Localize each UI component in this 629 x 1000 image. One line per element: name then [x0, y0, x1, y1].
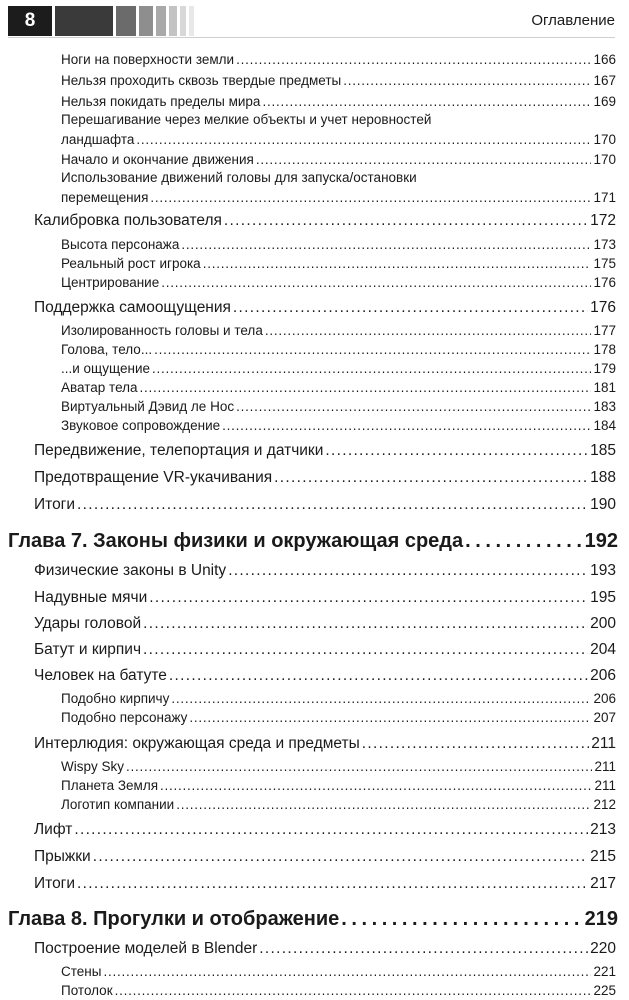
toc-subsection	[61, 759, 616, 774]
dot-leader	[236, 399, 591, 414]
dot-leader	[171, 691, 591, 706]
toc-page-number: 192	[584, 530, 618, 552]
toc-subsection	[61, 190, 616, 205]
toc-page-number: 183	[593, 399, 616, 414]
toc-subsection	[61, 964, 616, 979]
dot-leader	[362, 735, 590, 753]
toc-chapter	[8, 908, 618, 931]
toc-entry-title: Звуковое сопровождение	[61, 418, 221, 433]
toc-entry-title: Нельзя проходить сквозь твердые предметы	[61, 73, 342, 88]
toc-page-number: 188	[590, 469, 616, 486]
toc-page-number: 193	[590, 562, 616, 579]
toc-page-number: 184	[593, 418, 616, 433]
dot-leader	[236, 52, 591, 67]
toc-subsection	[61, 797, 616, 812]
dot-leader	[233, 299, 588, 317]
dot-leader	[274, 469, 588, 487]
toc-page-number: 171	[593, 190, 616, 205]
dot-leader	[189, 710, 591, 725]
toc-entry-title: Высота персонажа	[61, 237, 180, 252]
toc-page-number: 211	[594, 759, 616, 774]
toc-page-number: 170	[593, 132, 616, 147]
dot-leader	[143, 615, 588, 633]
toc-entry-title: Изолированность головы и тела	[61, 323, 263, 338]
toc-entry-title: Батут и кирпич	[34, 641, 142, 658]
toc-page-number: 213	[590, 821, 616, 838]
dot-leader	[126, 759, 592, 774]
toc-section	[34, 442, 616, 460]
toc-entry-title: Глава 7. Законы физики и окружающая среда	[8, 530, 464, 552]
dot-leader	[152, 361, 591, 376]
header-bar-2	[116, 6, 136, 36]
header-bar-4	[156, 6, 166, 36]
toc-section	[34, 212, 616, 230]
toc-page-number: 170	[593, 152, 616, 167]
toc-page-number: 181	[593, 380, 616, 395]
page-number: 8	[8, 6, 52, 36]
header-bar-3	[139, 6, 153, 36]
toc-section	[34, 875, 616, 893]
toc-page-number: 176	[593, 275, 616, 290]
toc-section	[34, 667, 616, 685]
toc-entry-title: Виртуальный Дэвид ле Нос	[61, 399, 235, 414]
toc-subsection	[61, 342, 616, 357]
toc-entry-title: Подобно кирпичу	[61, 691, 170, 706]
dot-leader	[256, 152, 592, 167]
dot-leader	[74, 821, 588, 839]
toc-page-number: 206	[593, 691, 616, 706]
toc-entry-title: ...и ощущение	[61, 361, 151, 376]
toc-page-number: 195	[590, 589, 616, 606]
toc-subsection	[61, 399, 616, 414]
toc-subsection	[61, 418, 616, 433]
toc-entry-title: Передвижение, телепортация и датчики	[34, 442, 324, 459]
toc-subsection	[61, 691, 616, 706]
dot-leader	[77, 496, 588, 514]
toc-section	[34, 299, 616, 317]
toc-subsection	[61, 361, 616, 376]
toc-entry-title: перемещения	[61, 190, 149, 205]
header-title: Оглавление	[531, 12, 615, 29]
toc-subsection	[61, 132, 616, 147]
toc-entry-title: Построение моделей в Blender	[34, 940, 258, 957]
dot-leader	[224, 212, 588, 230]
toc-page-number: 169	[593, 94, 616, 109]
dot-leader	[154, 342, 591, 357]
toc-entry-title: Подобно персонажу	[61, 710, 188, 725]
toc-page-number: 215	[590, 848, 616, 865]
toc-page-number: 217	[590, 875, 616, 892]
toc-page-number: 219	[584, 908, 618, 930]
toc-page-number: 172	[590, 212, 616, 229]
toc-page-number: 211	[594, 778, 616, 793]
header-bar-7	[189, 6, 194, 36]
toc-page-number: 173	[593, 237, 616, 252]
toc-entry-title: Лифт	[34, 821, 73, 838]
dot-leader	[343, 73, 591, 88]
dot-leader	[169, 667, 588, 685]
dot-leader	[160, 778, 592, 793]
toc-subsection	[61, 237, 616, 252]
toc-entry-title: Интерлюдия: окружающая среда и предметы	[34, 735, 360, 752]
toc-subsection	[61, 323, 616, 338]
toc-section	[34, 615, 616, 633]
toc-page-number: 176	[590, 299, 616, 316]
toc-page-number: 206	[590, 667, 616, 684]
toc-chapter	[8, 530, 618, 553]
toc-page-number: 212	[593, 797, 616, 812]
header-rule	[8, 37, 615, 38]
toc-section	[34, 641, 616, 659]
toc-page-number: 167	[593, 73, 616, 88]
toc-entry-title: Прыжки	[34, 848, 91, 865]
header-bar-5	[169, 6, 177, 36]
toc-entry-line: Перешагивание через мелкие объекты и учет неровностей	[61, 112, 432, 127]
toc-section	[34, 735, 616, 753]
dot-leader	[161, 275, 591, 290]
toc-page-number: 221	[593, 964, 616, 979]
dot-leader	[149, 589, 588, 607]
toc-entry-title: Итоги	[34, 875, 75, 892]
toc-page-number: 185	[590, 442, 616, 459]
toc-subsection	[61, 152, 616, 167]
toc-page-number: 166	[593, 52, 616, 67]
toc-subsection	[61, 52, 616, 67]
dot-leader	[93, 848, 588, 866]
toc-entry-title: Итоги	[34, 496, 75, 513]
toc-subsection	[61, 94, 616, 109]
toc-section	[34, 589, 616, 607]
header-bar-6	[180, 6, 186, 36]
toc-section	[34, 821, 616, 839]
dot-leader	[325, 442, 588, 460]
dot-leader	[77, 875, 588, 893]
dot-leader	[341, 908, 582, 931]
header-bar-1	[55, 6, 113, 36]
toc-entry-title: Wispy Sky	[61, 759, 125, 774]
toc-entry-title: Удары головой	[34, 615, 142, 632]
toc-entry-title: Нельзя покидать пределы мира	[61, 94, 261, 109]
toc-page-number: 175	[593, 256, 616, 271]
toc-entry-title: Предотвращение VR-укачивания	[34, 469, 273, 486]
dot-leader	[203, 256, 592, 271]
dot-leader	[259, 940, 588, 958]
toc-entry-line: Использование движений головы для запуска/остановки	[61, 170, 417, 185]
toc-page-number: 204	[590, 641, 616, 658]
dot-leader	[265, 323, 592, 338]
toc-subsection	[61, 710, 616, 725]
dot-leader	[262, 94, 591, 109]
toc-entry-title: Логотип компании	[61, 797, 175, 812]
toc-subsection	[61, 73, 616, 88]
dot-leader	[176, 797, 591, 812]
toc-section	[34, 940, 616, 958]
dot-leader	[465, 530, 583, 553]
dot-leader	[115, 983, 592, 998]
toc-entry-title: Поддержка самоощущения	[34, 299, 231, 316]
toc-subsection	[61, 275, 616, 290]
dot-leader	[181, 237, 591, 252]
toc-page-number: 225	[593, 983, 616, 998]
toc-section	[34, 562, 616, 580]
toc-subsection	[61, 380, 616, 395]
toc-entry-title: Глава 8. Прогулки и отображение	[8, 908, 340, 930]
dot-leader	[140, 380, 592, 395]
toc-page-number: 220	[590, 940, 616, 957]
page-header	[0, 6, 629, 36]
toc-entry-title: Аватар тела	[61, 380, 138, 395]
toc-section	[34, 848, 616, 866]
dot-leader	[103, 964, 591, 979]
toc-entry-title: Планета Земля	[61, 778, 159, 793]
toc-entry-title: Калибровка пользователя	[34, 212, 222, 229]
toc-entry-title: Человек на батуте	[34, 667, 167, 684]
toc-entry-title: ландшафта	[61, 132, 135, 147]
toc-page-number: 190	[590, 496, 616, 513]
dot-leader	[150, 190, 591, 205]
toc-page-number: 177	[593, 323, 616, 338]
toc-section	[34, 469, 616, 487]
toc-entry-title: Физические законы в Unity	[34, 562, 227, 579]
dot-leader	[136, 132, 591, 147]
toc-entry-title: Центрирование	[61, 275, 160, 290]
toc-entry-title: Начало и окончание движения	[61, 152, 254, 167]
toc-entry-title: Реальный рост игрока	[61, 256, 201, 271]
toc-page-number: 200	[590, 615, 616, 632]
dot-leader	[228, 562, 588, 580]
toc-page-number: 211	[591, 735, 616, 752]
dot-leader	[143, 641, 588, 659]
toc-subsection	[61, 778, 616, 793]
dot-leader	[222, 418, 591, 433]
toc-subsection	[61, 256, 616, 271]
toc-page-number: 179	[593, 361, 616, 376]
toc-page-number: 207	[593, 710, 616, 725]
toc-entry-title: Надувные мячи	[34, 589, 148, 606]
toc-entry-title: Потолок	[61, 983, 113, 998]
toc-entry-title: Голова, тело...	[61, 342, 153, 357]
toc-section	[34, 496, 616, 514]
toc-entry-title: Стены	[61, 964, 102, 979]
toc-entry-title: Ноги на поверхности земли	[61, 52, 235, 67]
toc-page-number: 178	[593, 342, 616, 357]
toc-subsection	[61, 983, 616, 998]
